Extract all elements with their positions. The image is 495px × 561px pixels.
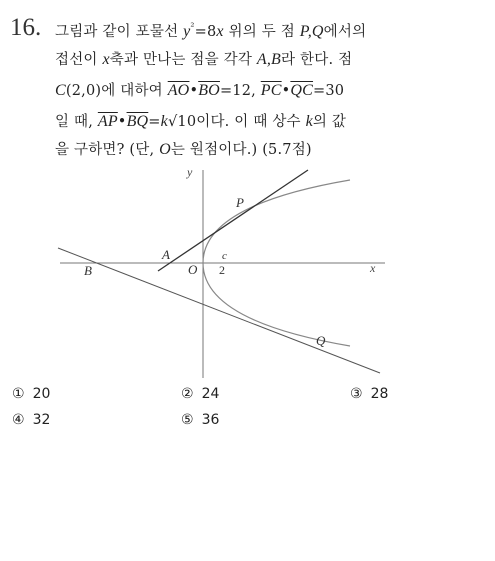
choice-3[interactable] <box>350 386 388 402</box>
origin-o: O <box>159 141 171 158</box>
problem-line-3 <box>55 81 485 101</box>
text: 위의 두 점 <box>223 23 300 40</box>
x-axis-label: x <box>370 261 376 275</box>
choice-mark: ⑤ <box>181 412 194 428</box>
points-pq: P,Q <box>299 22 324 40</box>
text: =12, <box>219 83 261 99</box>
text: 에서의 <box>323 23 367 40</box>
problem-line-1 <box>55 18 485 42</box>
choice-value: 20 <box>32 386 51 402</box>
text: =8 <box>194 23 217 40</box>
point-b-label: B <box>84 263 92 278</box>
choice-value: 32 <box>32 412 51 428</box>
segment-bq: $\overline{BQ}$ <box>126 113 149 130</box>
segment-ap: $\overline{AP}$ <box>97 113 118 130</box>
choice-2[interactable] <box>181 386 219 402</box>
sqrt-10: √10 <box>167 114 197 130</box>
dot: • <box>117 114 127 130</box>
point-a-label: A <box>162 247 170 262</box>
choice-4[interactable] <box>12 412 50 428</box>
tick-2-label: 2 <box>219 263 225 277</box>
choice-mark: ④ <box>12 412 25 428</box>
text: 의 값 <box>312 114 347 130</box>
choice-mark: ① <box>12 386 25 402</box>
choice-value: 24 <box>201 386 220 402</box>
dot: • <box>189 83 199 99</box>
exponent: ² <box>190 22 195 33</box>
point-c: C <box>55 82 66 99</box>
var-k: k <box>160 113 168 130</box>
text: 라 한다. 점 <box>281 52 353 68</box>
choice-value: 36 <box>201 412 220 428</box>
text: 을 구하면? (단, <box>55 142 160 158</box>
text: = <box>148 114 161 130</box>
var-k: k <box>305 113 313 130</box>
choice-mark: ② <box>181 386 194 402</box>
var-x: x <box>102 51 110 68</box>
figure <box>0 150 495 389</box>
segment-bo: $\overline{BO}$ <box>198 82 220 99</box>
y-axis-label: y <box>187 165 193 179</box>
text: 는 원점이다.) (5.7점) <box>170 142 312 158</box>
segment-ao: $\overline{AO}$ <box>167 82 190 99</box>
text: 이다. 이 때 상수 <box>196 114 306 130</box>
problem-line-4 <box>55 112 485 132</box>
parabola-diagram <box>0 150 495 385</box>
choice-value: 28 <box>370 386 389 402</box>
var-x: x <box>216 22 224 40</box>
point-q-label: Q <box>316 333 326 348</box>
choice-mark: ③ <box>350 386 363 402</box>
dot: • <box>281 83 291 99</box>
text: 축과 만나는 점을 각각 <box>109 52 257 68</box>
text: 일 때, <box>55 114 98 130</box>
segment-pc: $\overline{PC}$ <box>260 82 282 99</box>
point-c-label: c <box>222 250 227 262</box>
segment-qc: $\overline{QC}$ <box>290 82 314 99</box>
question-number: 16. <box>10 14 42 41</box>
tangent-at-p <box>158 170 308 271</box>
point-p-label: P <box>236 195 244 210</box>
origin-label: O <box>188 262 198 277</box>
text: 접선이 <box>55 52 103 68</box>
choice-1[interactable] <box>12 386 50 402</box>
problem-line-2 <box>55 50 485 70</box>
points-ab: A,B <box>256 51 282 68</box>
text: (2,0)에 대하여 <box>65 83 168 99</box>
choice-5[interactable] <box>181 412 219 428</box>
text: =30 <box>313 83 345 99</box>
var-y: y <box>183 22 191 40</box>
text: 그림과 같이 포물선 <box>55 23 184 40</box>
